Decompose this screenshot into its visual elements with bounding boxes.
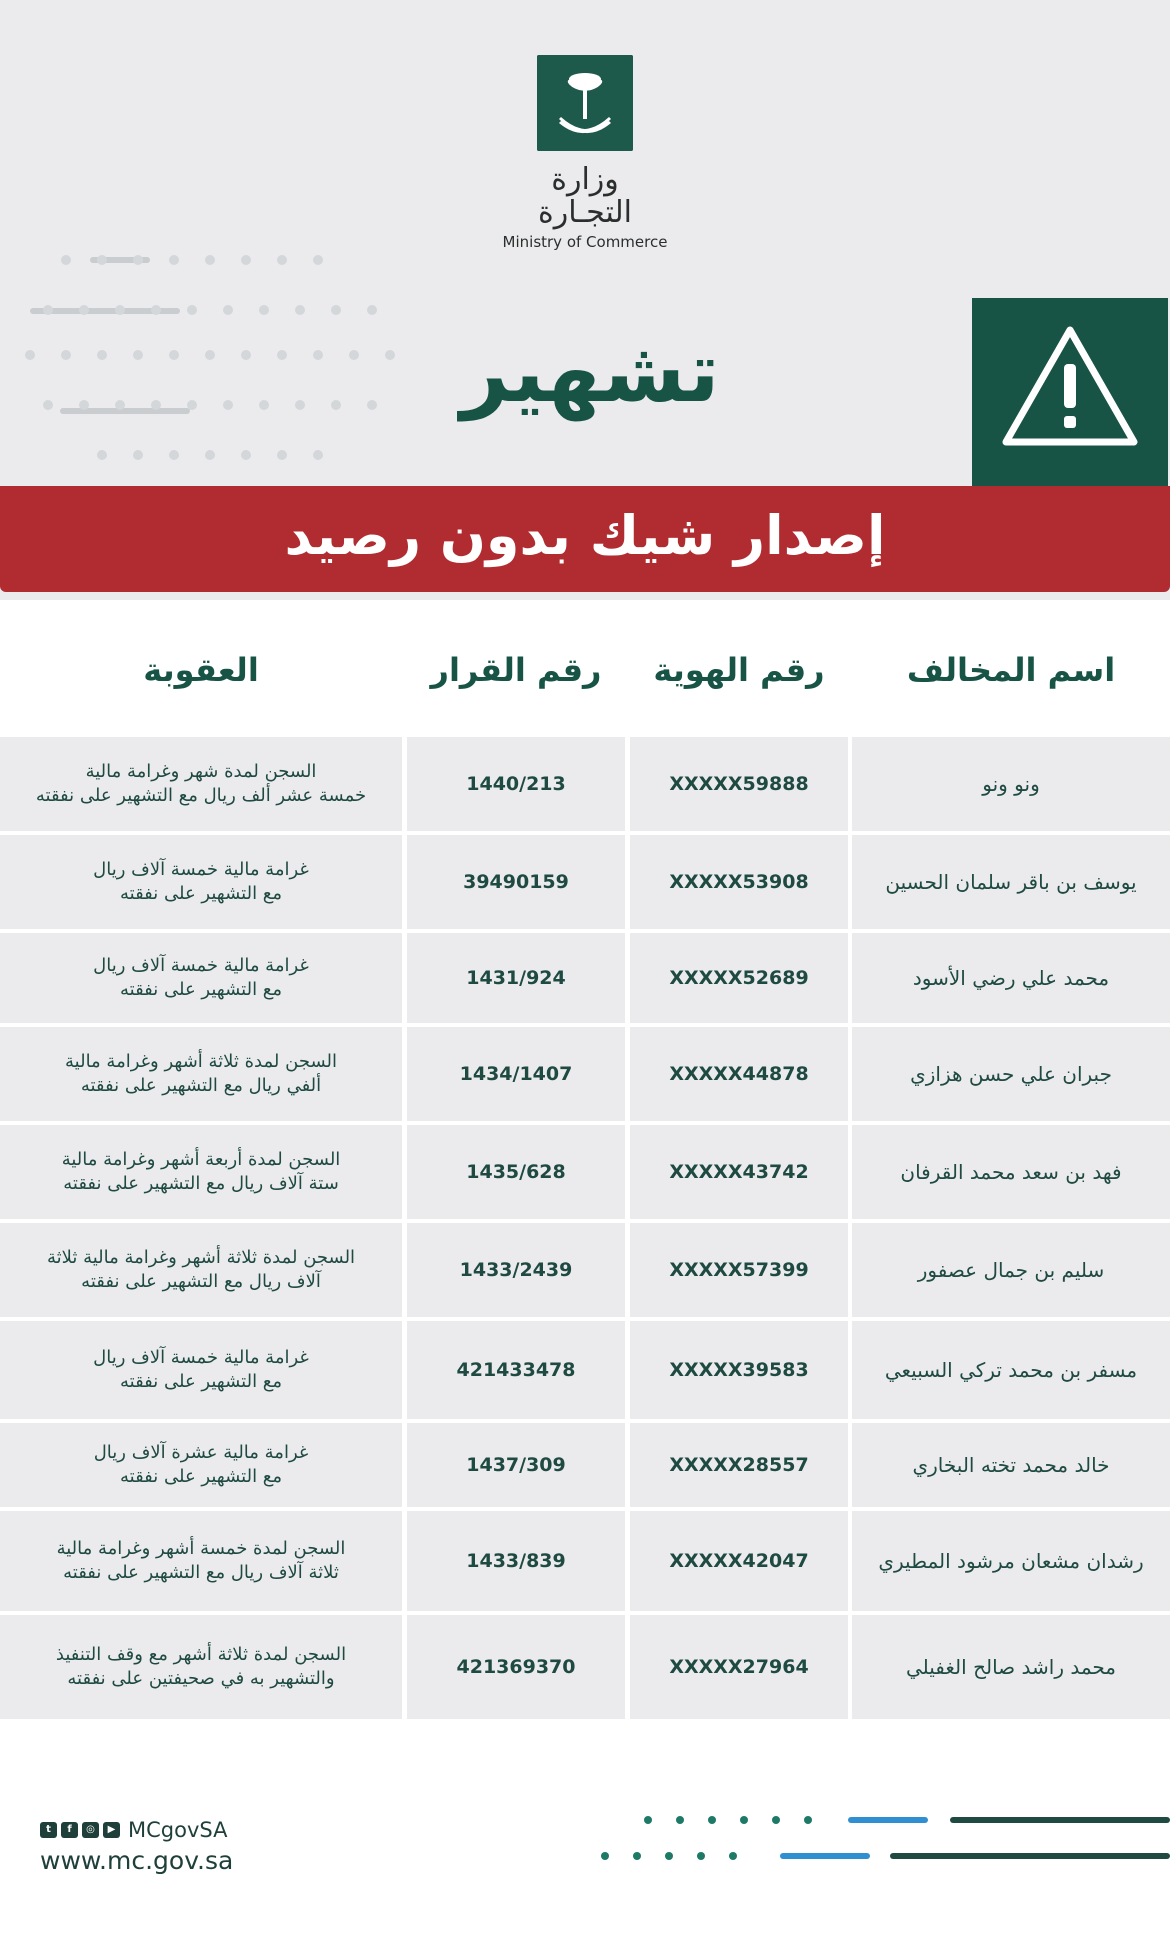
table-row — [0, 933, 1170, 1023]
penalty-line-1: السجن لمدة ثلاثة أشهر مع وقف التنفيذ — [55, 1643, 347, 1665]
penalty-line-1: السجن لمدة أربعة أشهر وغرامة مالية — [61, 1148, 341, 1170]
penalty-line-1: غرامة مالية عشرة آلاف ريال — [93, 1441, 309, 1463]
penalty-line-2: ثلاثة آلاف ريال مع التشهير على نفقته — [63, 1562, 339, 1583]
cell-decision: 1434/1407 — [407, 1027, 625, 1121]
ministry-logo — [500, 55, 670, 251]
table-row — [0, 1423, 1170, 1507]
table-row — [0, 1615, 1170, 1719]
cell-name: يوسف بن باقر سلمان الحسين — [852, 835, 1170, 929]
penalty-line-2: مع التشهير على نفقته — [119, 883, 283, 904]
cell-id-number: XXXXX57399 — [630, 1223, 848, 1317]
penalty-line-2: والتشهير به في صحيفتين على نفقته — [67, 1668, 335, 1689]
column-header-id: رقم الهوية — [653, 651, 825, 689]
table-row — [0, 737, 1170, 831]
cell-penalty — [0, 737, 402, 831]
banner-title: إصدار شيك بدون رصيد — [284, 504, 886, 567]
cell-decision: 1433/2439 — [407, 1223, 625, 1317]
cell-decision: 1437/309 — [407, 1423, 625, 1507]
column-header-decision: رقم القرار — [430, 651, 602, 689]
table-row — [0, 1125, 1170, 1219]
warning-box — [972, 298, 1168, 486]
penalty-line-1: السجن لمدة ثلاثة أشهر وغرامة مالية ثلاثة — [46, 1246, 356, 1268]
cell-penalty — [0, 1511, 402, 1611]
cell-decision: 421433478 — [407, 1321, 625, 1419]
cell-id-number: XXXXX59888 — [630, 737, 848, 831]
cell-name: خالد محمد تخته البخاري — [852, 1423, 1170, 1507]
cell-penalty — [0, 1615, 402, 1719]
palm-swords-emblem-icon — [537, 55, 633, 151]
facebook-icon[interactable]: f — [61, 1822, 78, 1838]
cell-id-number: XXXXX27964 — [630, 1615, 848, 1719]
table-row — [0, 835, 1170, 929]
cell-name: ونو ونو — [852, 737, 1170, 831]
logo-english-text: Ministry of Commerce — [502, 233, 668, 251]
penalty-line-1: السجن لمدة خمسة أشهر وغرامة مالية — [56, 1537, 346, 1559]
penalty-line-2: ستة آلاف ريال مع التشهير على نفقته — [63, 1173, 339, 1194]
column-header-name: اسم المخالف — [906, 651, 1116, 689]
penalty-line-1: السجن لمدة ثلاثة أشهر وغرامة مالية — [65, 1050, 337, 1072]
cell-penalty — [0, 933, 402, 1023]
penalty-line-1: غرامة مالية خمسة آلاف ريال — [93, 1346, 309, 1368]
twitter-icon[interactable]: t — [40, 1822, 57, 1838]
table-row — [0, 1223, 1170, 1317]
penalty-line-2: مع التشهير على نفقته — [119, 1371, 283, 1392]
logo-arabic-text: وزارة التجـارة — [537, 162, 633, 230]
cell-id-number: XXXXX52689 — [630, 933, 848, 1023]
table-row — [0, 1027, 1170, 1121]
cell-decision: 421369370 — [407, 1615, 625, 1719]
title-banner — [0, 486, 1170, 592]
cell-id-number: XXXXX28557 — [630, 1423, 848, 1507]
instagram-icon[interactable]: ◎ — [82, 1822, 99, 1838]
cell-name: جبران علي حسن هزازي — [852, 1027, 1170, 1121]
cell-id-number: XXXXX39583 — [630, 1321, 848, 1419]
penalty-line-2: مع التشهير على نفقته — [119, 979, 283, 1000]
cell-penalty — [0, 1423, 402, 1507]
penalty-line-2: آلاف ريال مع التشهير على نفقته — [81, 1271, 321, 1292]
cell-penalty — [0, 1321, 402, 1419]
penalty-line-2: خمسة عشر ألف ريال مع التشهير على نفقته — [35, 785, 367, 806]
cell-penalty — [0, 1223, 402, 1317]
cell-decision: 1440/213 — [407, 737, 625, 831]
table-header — [0, 640, 1170, 700]
penalty-line-1: السجن لمدة شهر وغرامة مالية — [85, 760, 317, 782]
cell-id-number: XXXXX53908 — [630, 835, 848, 929]
social-links — [40, 1818, 227, 1842]
cell-name: رشدان مشعان مرشود المطيري — [852, 1511, 1170, 1611]
page-title: تشهير — [460, 323, 720, 421]
column-header-penalty: العقوبة — [143, 651, 259, 689]
cell-penalty — [0, 1125, 402, 1219]
cell-decision: 1431/924 — [407, 933, 625, 1023]
cell-decision: 1435/628 — [407, 1125, 625, 1219]
cell-name: محمد راشد صالح الغفيلي — [852, 1615, 1170, 1719]
cell-name: فهد بن سعد محمد القرفان — [852, 1125, 1170, 1219]
youtube-icon[interactable]: ▶ — [103, 1822, 120, 1838]
hero-section — [0, 0, 1170, 600]
cell-name: محمد علي رضي الأسود — [852, 933, 1170, 1023]
cell-id-number: XXXXX42047 — [630, 1511, 848, 1611]
penalty-line-1: غرامة مالية خمسة آلاف ريال — [93, 858, 309, 880]
decorative-dot-pattern — [0, 0, 420, 480]
cell-penalty — [0, 835, 402, 929]
website-link[interactable]: www.mc.gov.sa — [40, 1846, 234, 1875]
cell-decision: 1433/839 — [407, 1511, 625, 1611]
cell-penalty — [0, 1027, 402, 1121]
cell-id-number: XXXXX44878 — [630, 1027, 848, 1121]
table-row — [0, 1321, 1170, 1419]
cell-id-number: XXXXX43742 — [630, 1125, 848, 1219]
cell-decision: 39490159 — [407, 835, 625, 929]
cell-name: مسفر بن محمد تركي السبيعي — [852, 1321, 1170, 1419]
penalty-line-2: ألفي ريال مع التشهير على نفقته — [80, 1075, 322, 1096]
penalty-line-1: غرامة مالية خمسة آلاف ريال — [93, 954, 309, 976]
penalty-line-2: مع التشهير على نفقته — [119, 1466, 283, 1487]
warning-triangle-icon — [1000, 322, 1140, 452]
cell-name: سليم بن جمال عصفور — [852, 1223, 1170, 1317]
table-row — [0, 1511, 1170, 1611]
social-handle[interactable]: MCgovSA — [128, 1818, 228, 1842]
footer-decoration — [590, 1808, 1170, 1868]
